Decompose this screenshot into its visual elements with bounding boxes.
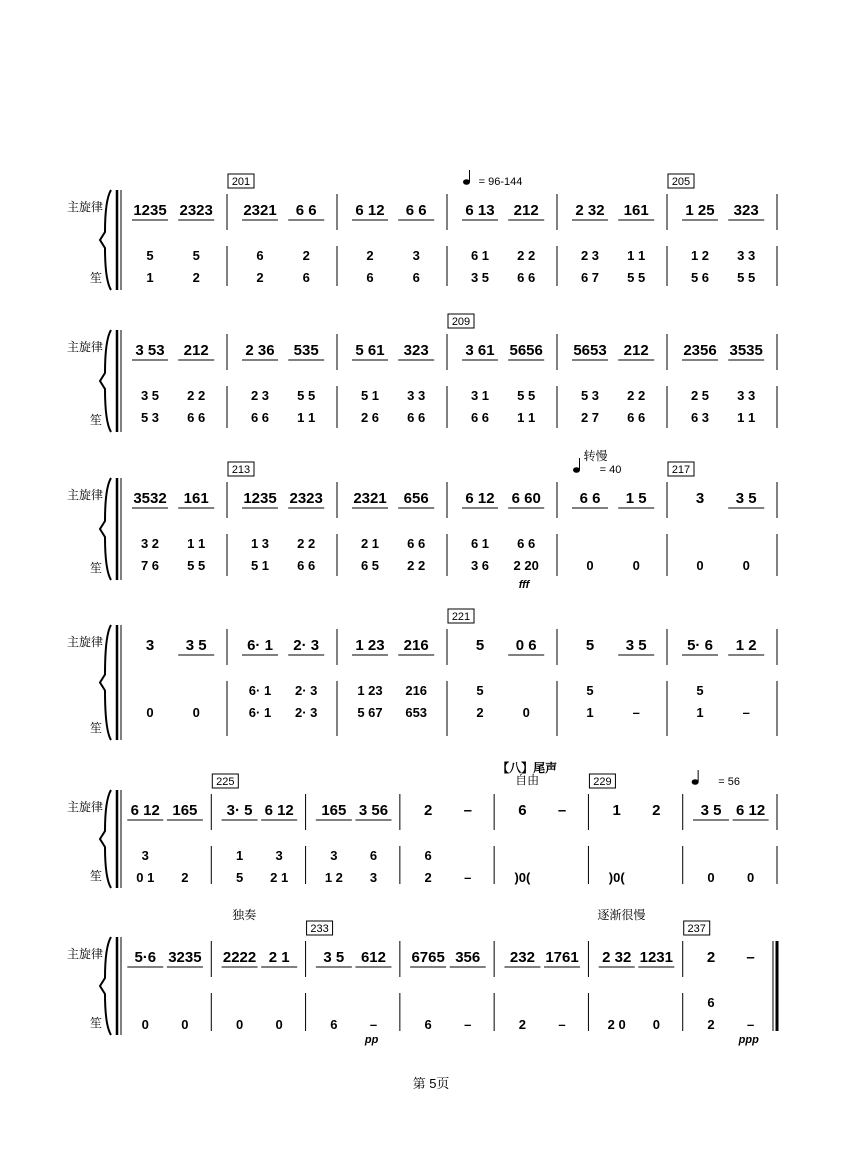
sheng-note: 5 5 <box>627 270 646 285</box>
melody-beat: 1761 <box>545 949 579 966</box>
sheng-note: 3 3 <box>737 388 756 403</box>
sheng-note: 6 6 <box>250 410 270 425</box>
sheng-note: 5 <box>192 248 200 263</box>
melody-beat: 6 12 <box>355 202 385 219</box>
sheng-note: 3 3 <box>407 388 426 403</box>
sheng-note: 7 6 <box>140 558 160 573</box>
sheng-note: 6· 1 <box>248 683 272 698</box>
sheng-note: 6 6 <box>407 536 426 551</box>
sheng-note: 653 <box>405 705 428 720</box>
melody-beat: 2323 <box>289 490 323 507</box>
sheng-note: 0 <box>146 705 154 720</box>
sheng-note: 2 2 <box>407 558 426 573</box>
sheng-note: 2 <box>424 870 432 885</box>
sheng-note: 5 3 <box>580 388 600 403</box>
melody-beat: 161 <box>183 490 209 507</box>
sheng-note: 0 <box>192 705 200 720</box>
sheng-note: 2 20 <box>513 558 539 573</box>
sheng-note: 2 <box>256 270 264 285</box>
sheng-note: 0 <box>141 1017 149 1032</box>
melody-beat: 3535 <box>729 342 763 359</box>
sheng-note: 2· 3 <box>294 705 318 720</box>
sheng-note: 5 6 <box>690 270 710 285</box>
sheng-note: 5 5 <box>517 388 536 403</box>
sheng-note: 2· 3 <box>294 683 318 698</box>
melody-beat: 5653 <box>573 342 607 359</box>
sheng-note: 6 1 <box>470 248 490 263</box>
sheng-note: 6 <box>424 848 432 863</box>
melody-beat: 6 6 <box>405 202 427 219</box>
part-label-sheng: 笙 <box>89 561 103 575</box>
melody-beat: 6 6 <box>579 490 601 507</box>
sheng-note: – <box>742 705 750 720</box>
sheng-note: 1 <box>586 705 594 720</box>
sheng-note: 0 <box>275 1017 283 1032</box>
sheng-note: – <box>369 1017 378 1032</box>
dynamic-marking: pp <box>364 1034 379 1046</box>
melody-beat: – <box>463 802 472 819</box>
melody-beat: 5·6 <box>134 949 157 966</box>
melody-beat: 3532 <box>133 490 167 507</box>
sheng-note: 0 <box>742 558 750 573</box>
melody-beat: – <box>557 802 567 819</box>
sheng-note: 3 <box>141 848 149 863</box>
sheng-note: 6 1 <box>470 536 490 551</box>
measure-number: 201 <box>231 176 251 188</box>
sheng-note: 6 <box>366 270 374 285</box>
sheng-note: 0 1 <box>136 870 155 885</box>
part-label-sheng: 笙 <box>89 413 103 427</box>
expression-text: 自由 <box>515 773 540 787</box>
measure-number: 217 <box>671 464 691 476</box>
melody-beat: 5 <box>585 637 595 654</box>
expression-text: 【八】尾声 <box>497 761 558 775</box>
tempo-marking: = 56 <box>718 776 741 788</box>
sheng-note: 2 2 <box>517 248 536 263</box>
sheng-note: 5 67 <box>357 705 383 720</box>
melody-beat: 2222 <box>222 949 257 966</box>
melody-beat: – <box>746 949 755 966</box>
sheng-note: 5 5 <box>737 270 756 285</box>
melody-beat: 6765 <box>411 949 445 966</box>
sheng-note: 1 1 <box>187 536 206 551</box>
sheng-note: 6 <box>302 270 310 285</box>
quarter-note-icon <box>692 779 699 785</box>
melody-beat: 1 2 <box>735 637 757 654</box>
measure-number: 225 <box>216 776 235 788</box>
part-label-sheng: 笙 <box>89 1016 103 1030</box>
sheng-note: 3 3 <box>737 248 756 263</box>
part-label-sheng: 笙 <box>89 721 103 735</box>
sheng-note: 5 5 <box>187 558 206 573</box>
melody-beat: 2 36 <box>245 342 275 359</box>
sheng-note: 5 <box>476 683 484 698</box>
melody-beat: 2323 <box>179 202 213 219</box>
melody-beat: 2321 <box>243 202 277 219</box>
sheng-note: 216 <box>405 683 428 698</box>
part-label-melody: 主旋律 <box>66 488 104 502</box>
melody-beat: 3 5 <box>625 637 647 654</box>
melody-beat: 656 <box>403 490 429 507</box>
sheng-note: 6 3 <box>690 410 710 425</box>
melody-beat: 161 <box>623 202 649 219</box>
sheng-note: 2 1 <box>360 536 380 551</box>
melody-beat: 2 1 <box>268 949 290 966</box>
dynamic-marking: ppp <box>738 1034 759 1046</box>
part-label-melody: 主旋律 <box>66 200 104 214</box>
sheng-note: 3 <box>412 248 420 263</box>
melody-beat: 3 5 <box>700 802 722 819</box>
part-label-melody: 主旋律 <box>66 947 104 961</box>
melody-beat: 2 <box>652 802 661 819</box>
sheng-note: 0 <box>652 1017 660 1032</box>
melody-beat: 1 25 <box>685 202 715 219</box>
melody-beat: 5 61 <box>355 342 385 359</box>
melody-beat: 2321 <box>353 490 387 507</box>
melody-beat: 1235 <box>243 490 277 507</box>
melody-beat: 6 12 <box>465 490 495 507</box>
sheng-note: 5 1 <box>250 558 270 573</box>
measure-number: 209 <box>451 316 471 328</box>
sheng-note: 5 5 <box>297 388 316 403</box>
part-label-melody: 主旋律 <box>66 635 104 649</box>
melody-beat: 6 12 <box>264 802 294 819</box>
sheng-note: 0 <box>632 558 640 573</box>
sheng-note: 2 <box>302 248 310 263</box>
melody-beat: 1231 <box>639 949 674 966</box>
melody-beat: 1 <box>612 802 621 819</box>
sheng-note: 1 <box>696 705 704 720</box>
measure-number: 213 <box>231 464 251 476</box>
sheng-note: 5 <box>586 683 594 698</box>
tempo-marking: = 40 <box>599 464 622 476</box>
sheng-note: 2 <box>192 270 200 285</box>
melody-beat: 0 6 <box>515 637 537 654</box>
sheng-note: 2 <box>476 705 484 720</box>
sheng-note: 1 1 <box>627 248 646 263</box>
sheng-note: 2 3 <box>580 248 600 263</box>
melody-beat: 3 <box>695 490 705 507</box>
sheng-note: 3 5 <box>140 388 160 403</box>
sheng-note: 6 6 <box>297 558 316 573</box>
sheng-note: 6 <box>256 248 264 263</box>
sheng-note: 1 <box>235 848 244 863</box>
measure-number: 229 <box>593 776 612 788</box>
melody-beat: 1 23 <box>355 637 385 654</box>
melody-beat: 2 <box>423 802 433 819</box>
melody-beat: 2· 3 <box>293 637 320 654</box>
sheng-note: 5 1 <box>360 388 380 403</box>
sheng-note: 3 1 <box>470 388 490 403</box>
sheng-note: 0 <box>235 1017 244 1032</box>
measure-number: 237 <box>687 923 706 935</box>
melody-beat: 2 <box>706 949 716 966</box>
melody-beat: 612 <box>360 949 386 966</box>
sheng-note: 3 6 <box>470 558 490 573</box>
expression-text: 独奏 <box>232 908 257 922</box>
sheng-note: 2 3 <box>250 388 270 403</box>
melody-beat: 5 <box>475 637 485 654</box>
melody-beat: 5· 6 <box>687 637 713 654</box>
sheng-note: 0 <box>746 870 755 885</box>
sheng-note: 2 2 <box>187 388 206 403</box>
melody-beat: 3 5 <box>735 490 757 507</box>
sheng-note: 2 2 <box>627 388 646 403</box>
sheng-note: 6 <box>707 995 715 1010</box>
sheng-note: 2 <box>707 1017 715 1032</box>
part-label-melody: 主旋律 <box>66 800 104 814</box>
sheng-note: 6 6 <box>627 410 646 425</box>
sheng-note: 5 3 <box>140 410 160 425</box>
melody-beat: 212 <box>513 202 539 219</box>
measure-number: 233 <box>310 923 329 935</box>
sheng-note: 0 <box>696 558 704 573</box>
sheng-note: 1 <box>146 270 154 285</box>
page-number: 第 5页 <box>412 1076 450 1091</box>
melody-beat: 216 <box>403 637 429 654</box>
sheng-note: 6 <box>424 1017 432 1032</box>
melody-beat: 3 61 <box>465 342 495 359</box>
sheng-note: 1 23 <box>357 683 383 698</box>
sheng-note: 6 6 <box>517 270 536 285</box>
sheng-note: 1 1 <box>737 410 756 425</box>
dynamic-marking: fff <box>518 579 530 591</box>
sheng-note: 2 6 <box>360 410 380 425</box>
sheng-note: 6· 1 <box>248 705 272 720</box>
melody-beat: 3· 5 <box>226 802 253 819</box>
expression-text: 转慢 <box>583 449 608 463</box>
sheng-note: 3 5 <box>470 270 490 285</box>
melody-beat: 535 <box>293 342 319 359</box>
melody-beat: 165 <box>172 802 198 819</box>
part-label-sheng: 笙 <box>89 271 103 285</box>
sheng-note: 6 <box>412 270 420 285</box>
melody-beat: 6 <box>518 802 527 819</box>
melody-beat: 323 <box>403 342 429 359</box>
melody-beat: 3 5 <box>323 949 345 966</box>
sheng-note: 6 6 <box>187 410 206 425</box>
melody-beat: 232 <box>509 949 535 966</box>
melody-beat: 2 32 <box>602 949 632 966</box>
sheng-note: 6 7 <box>580 270 600 285</box>
melody-beat: 3 <box>145 637 155 654</box>
expression-text: 逐渐很慢 <box>597 908 646 922</box>
sheng-note: 5 <box>146 248 154 263</box>
sheng-note: 1 2 <box>690 248 710 263</box>
sheng-note: )0( <box>608 870 625 885</box>
melody-beat: 3 56 <box>358 802 389 819</box>
sheng-note: 6 <box>330 1017 338 1032</box>
tempo-marking: = 96-144 <box>478 176 523 188</box>
sheng-note: 5 <box>696 683 704 698</box>
sheng-note: 3 2 <box>140 536 160 551</box>
sheng-note: 6 <box>369 848 378 863</box>
sheng-note: 3 <box>275 848 283 863</box>
melody-beat: 165 <box>321 802 347 819</box>
melody-beat: 6 6 <box>295 202 317 219</box>
sheng-note: 2 0 <box>607 1017 626 1032</box>
melody-beat: 6 60 <box>511 490 541 507</box>
sheng-note: – <box>464 870 472 885</box>
sheng-note: 6 6 <box>517 536 536 551</box>
melody-beat: 212 <box>183 342 209 359</box>
sheng-note: – <box>746 1017 755 1032</box>
sheng-note: 2 5 <box>690 388 710 403</box>
sheng-note: 0 <box>181 1017 189 1032</box>
part-label-melody: 主旋律 <box>66 340 104 354</box>
measure-number: 205 <box>671 176 691 188</box>
melody-beat: 6 12 <box>735 802 766 819</box>
sheng-note: – <box>632 705 640 720</box>
quarter-note-icon <box>573 467 580 473</box>
sheng-note: 3 <box>369 870 378 885</box>
sheng-note: 1 2 <box>324 870 343 885</box>
sheng-note: 6 6 <box>470 410 490 425</box>
melody-beat: 1235 <box>133 202 167 219</box>
quarter-note-icon <box>463 179 470 185</box>
melody-beat: 6 13 <box>465 202 495 219</box>
sheng-note: )0( <box>514 870 531 885</box>
melody-beat: 6 12 <box>130 802 160 819</box>
melody-beat: 3 53 <box>135 342 165 359</box>
sheng-note: 5 <box>235 870 244 885</box>
sheng-note: 2 <box>518 1017 527 1032</box>
melody-beat: 5656 <box>509 342 543 359</box>
melody-beat: 356 <box>455 949 481 966</box>
sheng-note: 1 3 <box>250 536 270 551</box>
sheng-note: 2 7 <box>580 410 600 425</box>
sheng-note: 3 <box>330 848 338 863</box>
sheng-note: – <box>558 1017 566 1032</box>
sheng-note: 0 <box>707 870 715 885</box>
melody-beat: 1 5 <box>625 490 647 507</box>
sheng-note: 2 <box>181 870 189 885</box>
measure-number: 221 <box>451 611 471 623</box>
melody-beat: 323 <box>733 202 759 219</box>
sheng-note: 2 1 <box>270 870 289 885</box>
melody-beat: 6· 1 <box>247 637 273 654</box>
sheng-note: 1 1 <box>517 410 536 425</box>
sheng-note: 2 <box>366 248 374 263</box>
melody-beat: 2 32 <box>575 202 605 219</box>
sheng-note: 6 5 <box>360 558 380 573</box>
sheng-note: 0 <box>586 558 594 573</box>
melody-beat: 3 5 <box>185 637 207 654</box>
sheng-note: – <box>464 1017 472 1032</box>
melody-beat: 2356 <box>683 342 717 359</box>
melody-beat: 3235 <box>168 949 202 966</box>
sheng-note: 2 2 <box>297 536 316 551</box>
melody-beat: 212 <box>623 342 649 359</box>
sheng-note: 1 1 <box>297 410 316 425</box>
sheng-note: 0 <box>522 705 530 720</box>
part-label-sheng: 笙 <box>89 869 103 883</box>
sheng-note: 6 6 <box>407 410 426 425</box>
